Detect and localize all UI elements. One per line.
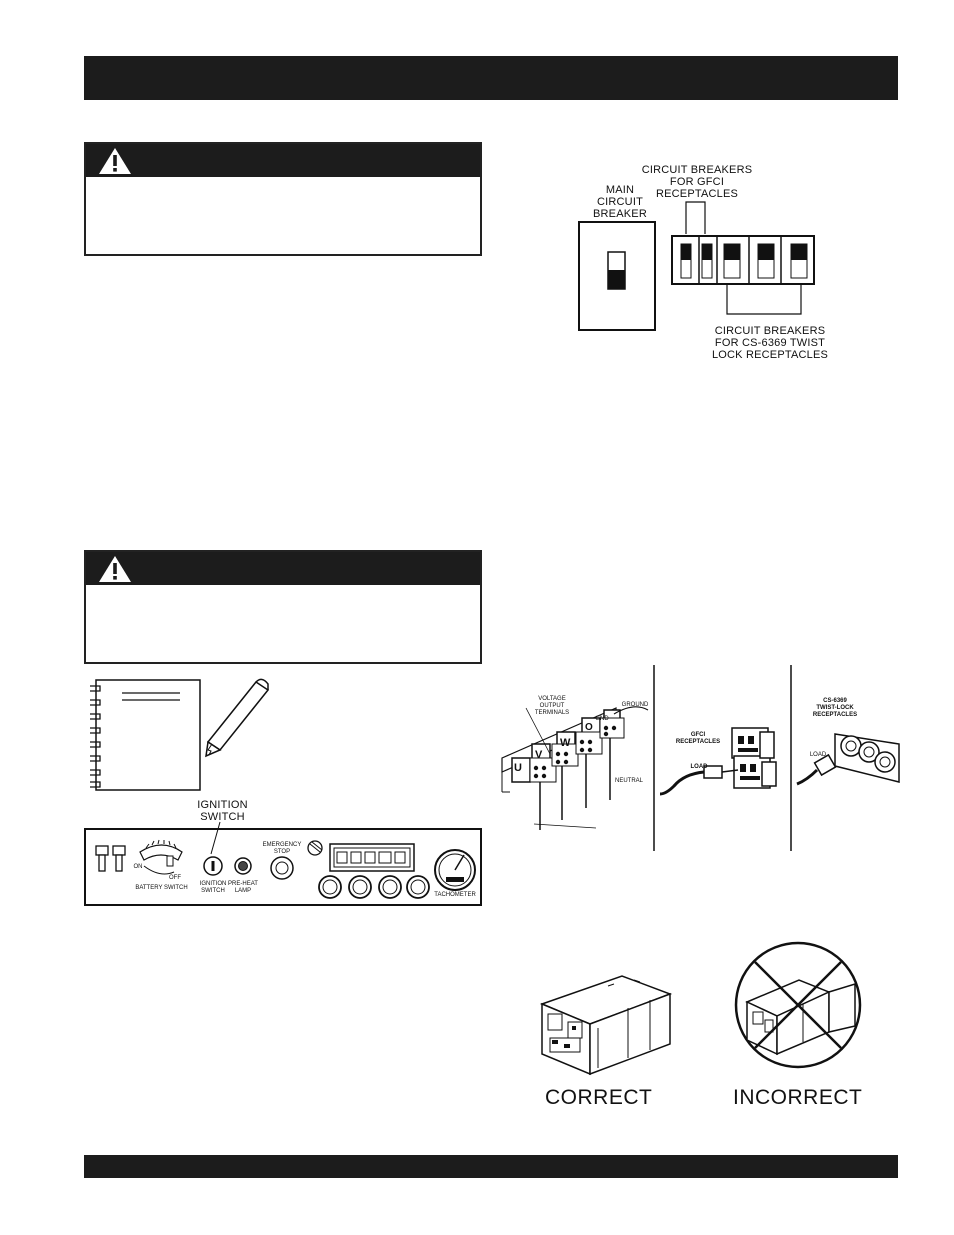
warning-triangle-icon [98, 555, 132, 583]
label-line: CS-6369 [823, 698, 847, 704]
ignition-switch-label [196, 881, 230, 895]
label-line: SWITCH [200, 811, 245, 823]
warning-header [86, 144, 480, 177]
footer-bar [84, 1155, 898, 1178]
warning-triangle-icon [98, 147, 132, 175]
terminal-w-label: W [560, 737, 571, 749]
label-line: RECEPTACLES [655, 188, 739, 200]
label-line: PRE-HEAT [228, 881, 258, 887]
terminal-o-label: O [585, 722, 593, 733]
label-line: TERMINALS [534, 710, 570, 716]
twist-breakers-label [705, 325, 835, 361]
tachometer-label: TACHOMETER [434, 892, 476, 898]
label-line: IGNITION [197, 799, 248, 811]
warning-header [86, 552, 480, 585]
terminal-u-label: U [514, 762, 522, 774]
header-bar [84, 56, 898, 100]
breaker-drawing [575, 200, 835, 320]
label-line: GFCI [690, 732, 706, 738]
label-line: CIRCUIT [596, 196, 643, 208]
battery-off-label: OFF [169, 875, 181, 881]
label-line: IGNITION [199, 881, 227, 887]
label-line: RECEPTACLES [675, 739, 721, 745]
label-line: CIRCUIT BREAKERS [641, 164, 753, 176]
label-line: OUTPUT [539, 703, 565, 709]
label-line: MAIN [605, 184, 635, 196]
label-line: TWIST-LOCK [816, 705, 854, 711]
label-line: LOCK RECEPTACLES [711, 349, 829, 361]
ground-wire-label: GROUND [621, 702, 649, 708]
neutral-wire-label: NEUTRAL [614, 778, 643, 784]
warning-box-2 [84, 550, 482, 664]
battery-switch-label: BATTERY SWITCH [135, 885, 188, 891]
label-line: FOR GFCI [669, 176, 725, 188]
label-line: CIRCUIT BREAKERS [714, 325, 826, 337]
label-line: VOLTAGE [538, 696, 566, 702]
gfci-receptacles-label [672, 732, 724, 746]
label-line: STOP [273, 849, 291, 855]
ignition-callout-label [185, 799, 260, 823]
terminal-v-label: V [535, 749, 543, 761]
incorrect-label: INCORRECT [733, 1086, 863, 1109]
label-line: SWITCH [201, 888, 225, 894]
label-line: LAMP [234, 888, 252, 894]
twist-load-label: LOAD [809, 752, 827, 758]
gnd-label: GND [595, 716, 609, 722]
label-line: BREAKER [593, 208, 647, 220]
correct-label: CORRECT [545, 1086, 653, 1109]
label-line: FOR CS-6369 TWIST [714, 337, 826, 349]
gfci-load-label: LOAD [690, 764, 708, 770]
voltage-output-terminals-label [528, 696, 576, 717]
control-panel [84, 828, 482, 906]
generator-correct-illustration [538, 962, 678, 1082]
warning-box-1 [84, 142, 482, 256]
battery-on-label: ON [133, 864, 143, 870]
label-line: EMERGENCY [262, 842, 302, 848]
label-line: RECEPTACLES [812, 712, 858, 718]
generator-incorrect-illustration [733, 940, 863, 1070]
preheat-lamp-label [227, 881, 259, 895]
emergency-stop-label [262, 842, 302, 856]
twist-lock-receptacles-label [810, 698, 860, 719]
gfci-breakers-label [632, 164, 762, 200]
notebook-pencil-illustration [88, 674, 278, 799]
